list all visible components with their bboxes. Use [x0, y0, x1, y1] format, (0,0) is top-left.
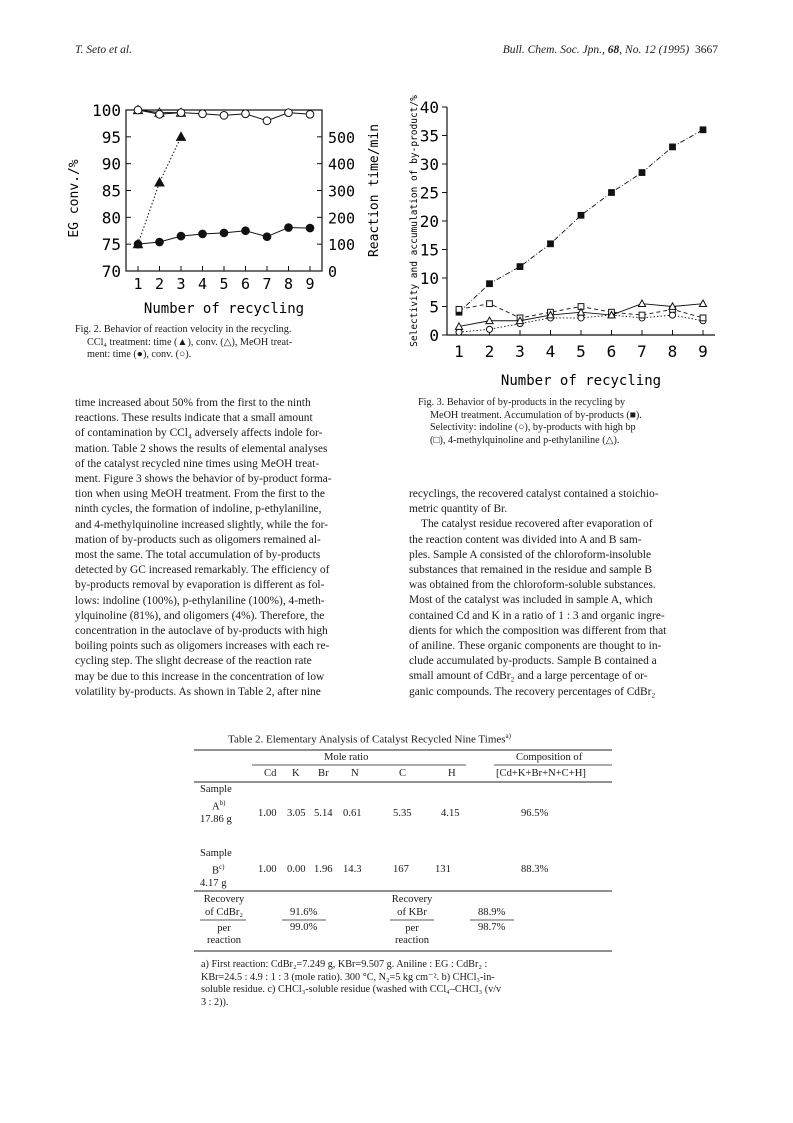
- data-point: [155, 178, 164, 186]
- text-line: lows: indoline (100%), p-ethylaniline (100%), 4-meth-: [75, 594, 325, 607]
- table2-row-b-label: [200, 848, 232, 890]
- table2-title-text: Table 2. Elementary Analysis of Catalyst Recycled Nine Times: [228, 733, 506, 746]
- journal-volume: 68: [607, 44, 620, 56]
- text-line: volatility by-products. As shown in Table 2, after nine: [75, 685, 321, 698]
- footnote-line: a) First reaction: CdBr₂=7.249 g, KBr=9.507 g. Aniline : EG : CdBr₂ :: [201, 959, 488, 970]
- data-point: [199, 230, 207, 238]
- y-tick-label: 85: [101, 181, 121, 201]
- series-line: [459, 130, 703, 312]
- fig2-caption-line: CCl₄ treatment: time (▲), conv. (△), MeOH treat-: [87, 336, 293, 348]
- y-tick-label: 25: [419, 183, 439, 203]
- running-header-journal: [503, 44, 718, 56]
- reaction-label: reaction: [394, 935, 430, 946]
- row-a-mass: 17.86 g: [200, 813, 232, 825]
- table-cell: 5.14: [314, 808, 333, 819]
- data-point: [639, 312, 645, 318]
- table-cell: 1.00: [258, 808, 277, 819]
- data-point: [263, 233, 271, 241]
- x-tick-label: 9: [698, 342, 708, 361]
- data-point: [699, 300, 706, 306]
- data-point: [177, 232, 185, 240]
- table2-row-a-label: [200, 784, 232, 826]
- fig3-caption-line: MeOH treatment. Accumulation of by-products (■).: [430, 409, 642, 421]
- text-line: ninth cycles, the formation of indoline, p-ethylaniline,: [75, 503, 322, 516]
- data-point: [700, 127, 706, 133]
- x-tick-label: 7: [637, 342, 647, 361]
- journal-issue: , No. 12 (1995): [619, 44, 690, 56]
- data-point: [156, 238, 164, 246]
- y2-tick-label: 100: [328, 236, 356, 255]
- y-tick-label: 5: [429, 297, 439, 317]
- text-line: mation of by-products such as oligomers remained al-: [75, 533, 321, 546]
- table-cell: 167: [393, 864, 409, 875]
- table2-title-sup: a): [505, 732, 511, 740]
- x-tick-label: 6: [240, 275, 251, 293]
- recovery-cdbr2-value: 91.6%: [290, 907, 318, 918]
- text-line: Most of the catalyst was included in sample A, which: [409, 594, 653, 607]
- data-point: [306, 224, 314, 232]
- x-tick-label: 3: [176, 275, 186, 293]
- text-line: of contamination by CCl₄ adversely affects indole for-: [75, 427, 323, 440]
- y-tick-label: 80: [101, 208, 121, 228]
- y2-tick-label: 200: [328, 209, 356, 228]
- x-tick-label: 1: [454, 342, 464, 361]
- row-b-sup: c): [219, 862, 225, 871]
- y-tick-label: 20: [419, 212, 439, 231]
- table-cell: 4.15: [441, 808, 460, 819]
- x-tick-label: 4: [545, 342, 556, 361]
- row-a-label-line: Sample: [200, 784, 232, 795]
- text-line: the reaction content was divided into A and B sam-: [409, 533, 642, 546]
- recovery-cdbr2-per-label: [200, 923, 248, 947]
- recovery-kbr-label: [388, 894, 436, 919]
- y-tick-label: 10: [419, 269, 439, 288]
- text-line: boiling points such as oligomers increases with each re-: [75, 640, 330, 653]
- data-point: [177, 132, 186, 140]
- y-tick-label: 75: [101, 235, 121, 255]
- table2-footnotes: [201, 959, 609, 1009]
- data-point: [177, 109, 185, 117]
- table-cell: 1.96: [314, 864, 333, 875]
- y-axis-label: Selectivity and accumulation of by-product/%: [409, 95, 420, 347]
- row-b-label-line: Sample: [200, 848, 232, 859]
- recovery-kbr-value: 88.9%: [478, 907, 506, 918]
- row-a-sup: b): [219, 798, 226, 807]
- fig3-caption-line: Fig. 3. Behavior of by-products in the recycling by: [418, 397, 626, 408]
- data-point: [669, 312, 675, 318]
- table-cell: 131: [435, 864, 451, 875]
- table2-col-h: H: [448, 768, 456, 779]
- x-axis-label: Number of recycling: [143, 301, 305, 317]
- y2-tick-label: 500: [328, 128, 356, 147]
- text-line: recyclings, the recovered catalyst contained a stoichio-: [409, 488, 659, 500]
- data-point: [134, 240, 142, 248]
- fig2-chart: [60, 98, 400, 323]
- x-tick-label: 2: [484, 342, 495, 361]
- x-tick-label: 5: [219, 275, 229, 293]
- table2-col-br: Br: [318, 768, 329, 779]
- data-point: [487, 281, 493, 287]
- table-cell: 88.3%: [521, 864, 549, 875]
- y2-tick-label: 0: [328, 263, 338, 281]
- table2-col-cd: Cd: [264, 768, 277, 779]
- x-tick-label: 3: [515, 342, 525, 361]
- text-line: ganic compounds. The recovery percentages of CdBr₂: [409, 685, 656, 698]
- fig3-chart: [405, 95, 735, 395]
- row-b-sample-id: B: [212, 865, 220, 877]
- fig3-caption: [418, 397, 728, 447]
- data-point: [700, 315, 706, 321]
- text-line: time increased about 50% from the first to the ninth: [75, 397, 311, 409]
- data-point: [242, 110, 250, 118]
- x-axis-label: Number of recycling: [500, 373, 662, 389]
- footnote-line: soluble residue. c) CHCl₃-soluble residue (washed with CCl₄–CHCl₃ (v/v: [201, 984, 502, 995]
- table-cell: 0.00: [287, 864, 306, 875]
- x-tick-label: 5: [576, 342, 586, 361]
- recovery-cdbr2-per-value: 99.0%: [290, 922, 318, 933]
- table2: [194, 749, 612, 952]
- fig2-caption: [75, 324, 395, 362]
- y-tick-label: 15: [419, 240, 439, 260]
- text-line: metric quantity of Br.: [409, 503, 508, 516]
- text-line: The catalyst residue recovered after evaporation of: [421, 518, 653, 531]
- footnote-line: 3 : 2)).: [201, 996, 229, 1008]
- y-tick-label: 35: [419, 126, 439, 146]
- y-tick-label: 40: [419, 98, 439, 117]
- data-point: [285, 109, 293, 117]
- data-point: [263, 117, 271, 125]
- table-cell: 5.35: [393, 808, 412, 819]
- text-line: of aniline. These organic components are thought to in-: [409, 640, 662, 653]
- fig2-caption-line: ment: time (●), conv. (○).: [87, 349, 192, 361]
- journal-name: Bull. Chem. Soc. Jpn.,: [502, 44, 605, 56]
- fig3-caption-line: Selectivity: indoline (○), by-products with high bp: [430, 422, 636, 434]
- text-line: may be due to this increase in the concentration of low: [75, 670, 325, 683]
- x-tick-label: 6: [606, 342, 617, 361]
- table-cell: 3.05: [287, 808, 306, 819]
- x-tick-label: 1: [133, 275, 143, 293]
- x-tick-label: 9: [305, 275, 315, 293]
- data-point: [156, 110, 164, 118]
- text-line: substances that remained in the residue and sample B: [409, 564, 652, 577]
- text-line: most the same. The total accumulation of by-products: [75, 549, 321, 562]
- text-line: small amount of CdBr₂ and a large percentage of or-: [409, 670, 648, 683]
- recovery-kbr-per-label: [388, 923, 436, 947]
- y-axis-label: EG conv./%: [67, 159, 82, 238]
- table2-rules: [194, 749, 612, 952]
- reaction-label: reaction: [206, 935, 242, 946]
- recovery-kbr-per-value: 98.7%: [478, 922, 506, 933]
- data-point: [638, 300, 645, 306]
- table2-col-c: C: [399, 768, 407, 779]
- table2-mole-ratio-header: Mole ratio: [324, 752, 369, 763]
- recovery-cdbr2-label: [200, 894, 248, 919]
- y-tick-label: 100: [92, 101, 121, 120]
- y-tick-label: 95: [101, 127, 121, 147]
- text-line: of the catalyst recycled nine times using MeOH treat-: [75, 457, 320, 470]
- data-point: [456, 306, 462, 312]
- per-label: per: [405, 923, 419, 934]
- data-point: [199, 110, 207, 118]
- text-line: reactions. These results indicate that a small amount: [75, 412, 313, 425]
- data-point: [548, 241, 554, 247]
- y2-tick-label: 300: [328, 182, 356, 201]
- running-header-authors: T. Seto et al.: [75, 44, 132, 56]
- data-point: [639, 170, 645, 176]
- y2-axis-label: Reaction time/min: [367, 123, 382, 258]
- data-point: [670, 144, 676, 150]
- table2-col-composition: [Cd+K+Br+N+C+H]: [496, 768, 586, 779]
- x-tick-label: 8: [667, 342, 678, 361]
- x-tick-label: 4: [197, 275, 208, 293]
- data-point: [609, 190, 615, 196]
- data-point: [487, 301, 493, 307]
- data-point: [517, 264, 523, 270]
- footnote-line: KBr=24.5 : 4.9 : 1 : 3 (mole ratio). 300 °C, N₂=5 kg cm⁻². b) CHCl₃-in-: [201, 971, 495, 983]
- data-point: [242, 227, 250, 235]
- y-tick-label: 30: [419, 155, 439, 174]
- text-line: detected by GC increased remarkably. The efficiency of: [75, 564, 330, 577]
- text-line: was obtained from the chloroform-soluble substances.: [409, 579, 656, 592]
- per-label: per: [217, 923, 231, 934]
- table-cell: 0.61: [343, 808, 362, 819]
- text-line: concentration in the autoclave of by-products with high: [75, 625, 328, 638]
- text-line: contained Cd and K in a ratio of 1 : 3 and organic ingre-: [409, 609, 665, 622]
- page-number: 3667: [695, 44, 718, 56]
- text-line: tion when using MeOH treatment. From the first to the: [75, 488, 325, 501]
- text-line: cycling step. The slight decrease of the reaction rate: [75, 655, 312, 668]
- data-point: [220, 229, 228, 237]
- x-tick-label: 8: [283, 275, 294, 293]
- recovery-compound: of KBr: [397, 906, 427, 918]
- recovery-compound: of CdBr₂: [204, 906, 244, 918]
- data-point: [220, 112, 228, 120]
- table-cell: 14.3: [343, 864, 362, 875]
- text-line: ment. Figure 3 shows the behavior of by-product forma-: [75, 473, 332, 486]
- x-tick-label: 2: [154, 275, 165, 293]
- row-a-sample-id: A: [212, 801, 220, 813]
- text-line: dients for which the composition was different from that: [409, 624, 667, 637]
- table2-col-n: N: [351, 768, 359, 779]
- text-line: clude accumulated by-products. Sample B contained a: [409, 655, 657, 668]
- table2-col-k: K: [292, 768, 300, 779]
- data-point: [285, 224, 293, 232]
- body-text-left: [75, 396, 391, 700]
- data-point: [306, 110, 314, 118]
- y-tick-label: 70: [101, 262, 121, 281]
- recovery-label: Recovery: [203, 894, 245, 905]
- data-point: [456, 329, 462, 335]
- y2-tick-label: 400: [328, 155, 356, 174]
- x-tick-label: 7: [262, 275, 272, 293]
- data-point: [486, 326, 492, 332]
- table2-composition-header: Composition of: [516, 752, 583, 763]
- fig2-caption-line: Fig. 2. Behavior of reaction velocity in the recycling.: [75, 324, 292, 335]
- text-line: by-products removal by evaporation is different as fol-: [75, 579, 325, 592]
- data-point: [578, 315, 584, 321]
- plot-frame: [126, 110, 322, 271]
- row-b-mass: 4.17 g: [200, 877, 227, 889]
- recovery-label: Recovery: [391, 894, 433, 905]
- series-line: [138, 137, 181, 244]
- table2-title: [228, 732, 511, 746]
- data-point: [578, 212, 584, 218]
- text-line: and 4-methylquinoline increased slightly, while the for-: [75, 518, 329, 531]
- text-line: ylquinoline (81%), and oligomers (4%). Therefore, the: [75, 609, 325, 622]
- y-tick-label: 90: [101, 154, 121, 174]
- table-cell: 1.00: [258, 864, 277, 875]
- data-point: [134, 106, 142, 114]
- table-cell: 96.5%: [521, 808, 549, 819]
- text-line: ples. Sample A consisted of the chloroform-insoluble: [409, 548, 652, 561]
- body-text-right: [409, 487, 725, 700]
- y-tick-label: 0: [429, 326, 439, 345]
- fig3-caption-line: (□), 4-methylquinoline and p-ethylaniline (△).: [430, 434, 620, 446]
- text-line: mation. Table 2 shows the results of elemental analyses: [75, 442, 328, 455]
